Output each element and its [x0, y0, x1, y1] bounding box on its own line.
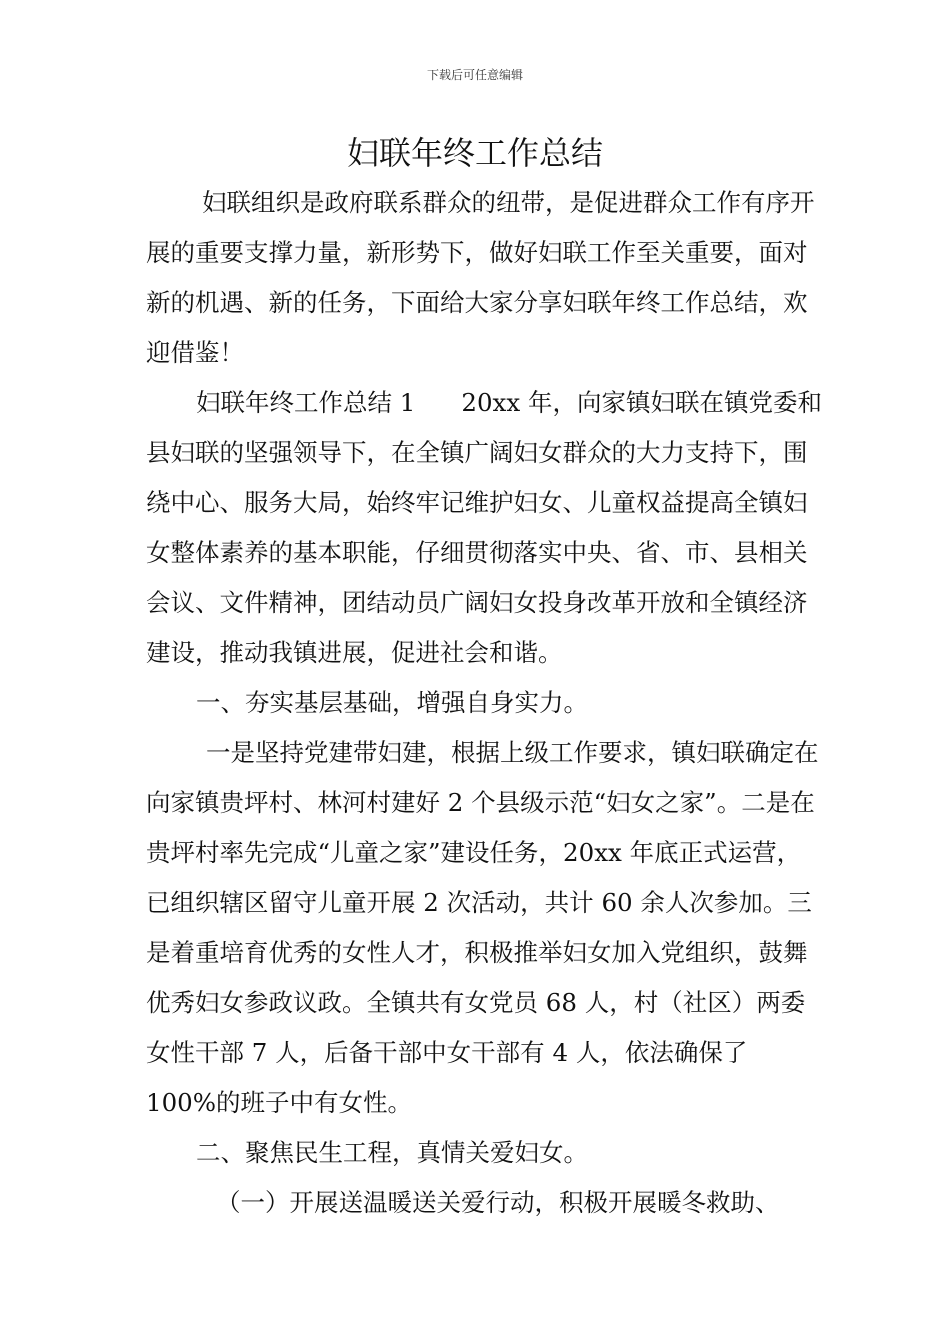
heading-2: 二、聚焦民生工程，真情关爱妇女。: [196, 1138, 588, 1167]
section-1-label: 妇联年终工作总结 1: [196, 388, 416, 417]
heading-1: 一、夯实基层基础，增强自身实力。: [196, 688, 588, 717]
section-1-paragraph: [146, 378, 822, 678]
section-1-body: 20xx 年，向家镇妇联在镇党委和县妇联的坚强领导下，在全镇广阔妇女群众的大力支持下，围绕中心、服务大局，始终牢记维护妇女、儿童权益提高全镇妇女整体素养的基本职能，仔细贯彻落实中央、省、市、县相关会议、文件精神，团结动员广阔妇女投身改革开放和全镇经济建设，推动我镇进展，促进社会和谐。: [146, 388, 822, 667]
document-body: [146, 178, 822, 1228]
document-title: 妇联年终工作总结: [346, 134, 603, 172]
base-building-paragraph: 一是坚持党建带妇建，根据上级工作要求，镇妇联确定在向家镇贵坪村、林河村建好 2 个县级示范“妇女之家”。二是在贵坪村率先完成“儿童之家”建设任务，20xx 年底正式运营，已组织辖区留守儿童开展 2 次活动，共计 60 余人次参加。三是着重培育优秀的女性人才，积极推举妇女加入党组织，鼓舞优秀妇女参政议政。全镇共有女党员 68 人，村（社区）两委女性干部 7 人，后备干部中女干部有 4 人，依法确保了 100%的班子中有女性。: [146, 738, 819, 1117]
intro-paragraph: 妇联组织是政府联系群众的纽带，是促进群众工作有序开展的重要支撑力量，新形势下，做好妇联工作至关重要，面对新的机遇、新的任务，下面给大家分享妇联年终工作总结，欢迎借鉴！: [146, 188, 815, 367]
warmth-paragraph: （一）开展送温暖送关爱行动，积极开展暖冬救助、: [216, 1188, 780, 1217]
header-note: 下载后可任意编辑: [426, 68, 523, 82]
